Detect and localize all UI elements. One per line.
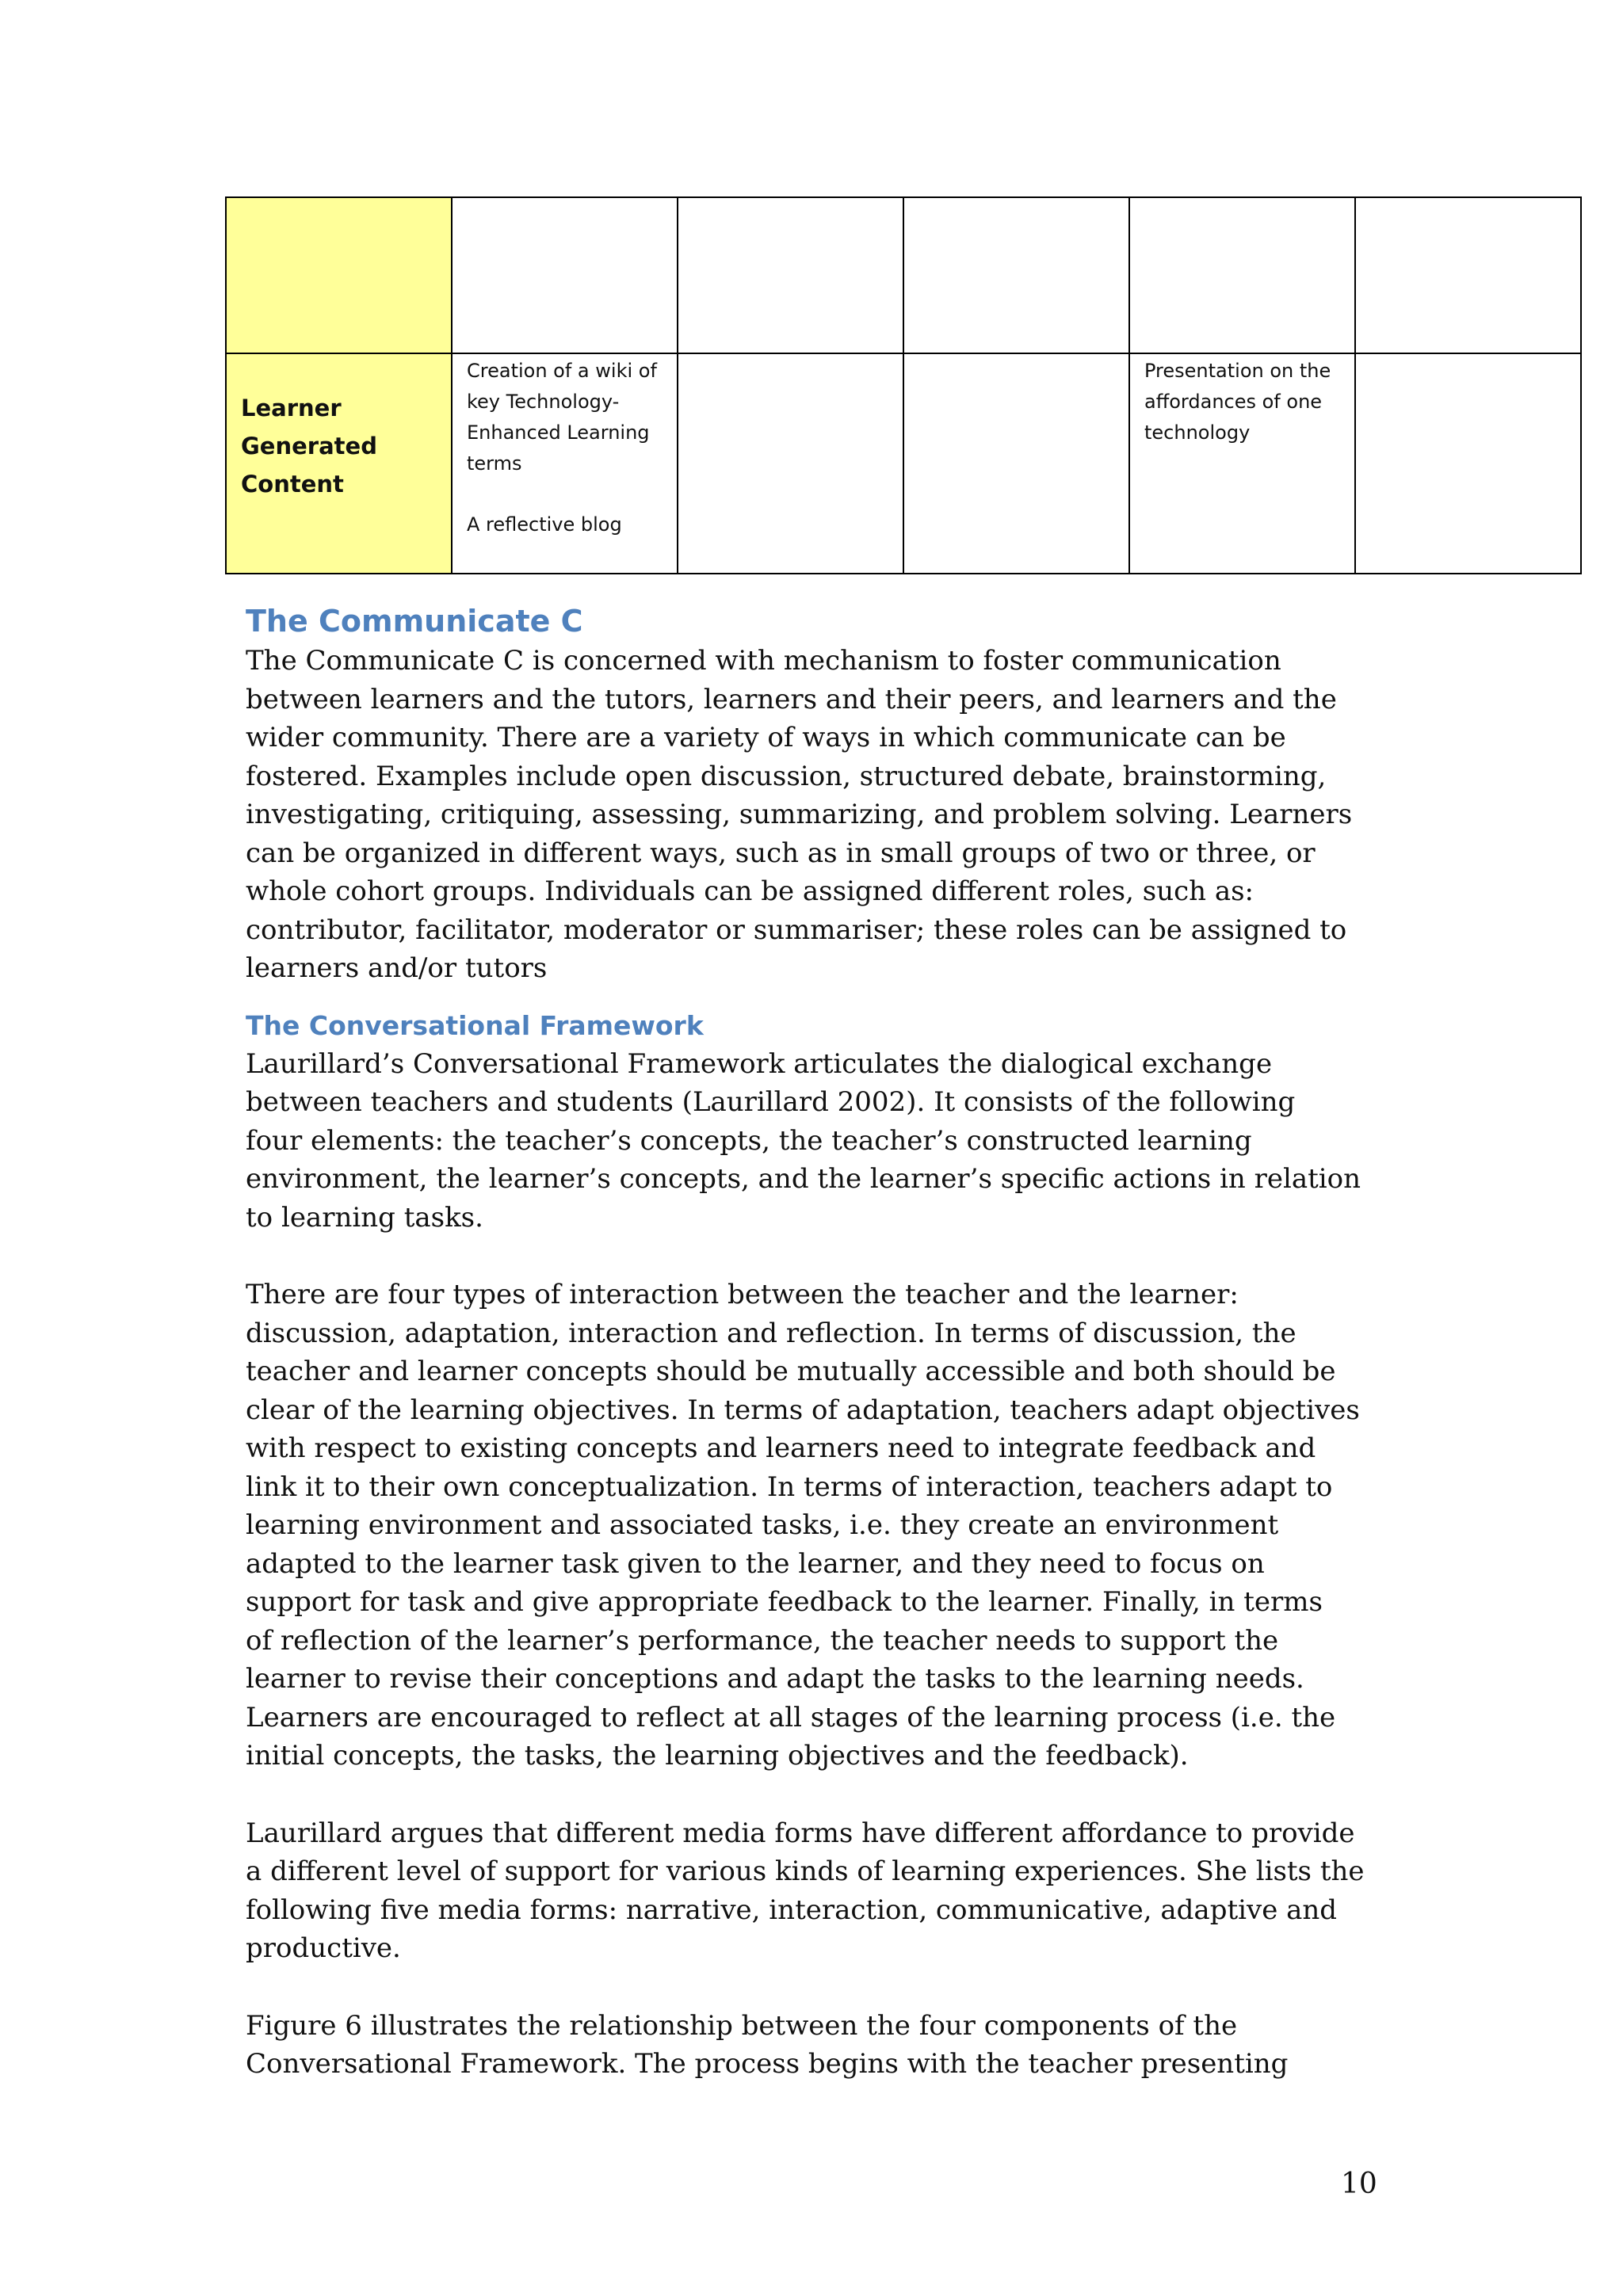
row-header-learner-generated-content: Learner Generated Content	[226, 353, 452, 574]
table-cell	[1355, 197, 1581, 353]
table-row	[226, 353, 1581, 574]
page-number: 10	[1341, 2168, 1377, 2200]
section-heading-conversational-framework: The Conversational Framework	[246, 1009, 704, 1041]
communicate-paragraph: The Communicate C is concerned with mechanism to foster communication between learners and the tutors, learners and their peers, and learners and the wider community. There are a variety of ways in which communicate can be fostered. Examples include open discussion, structured debate, brainstorming, investigating, critiquing, assessing, summarizing, and problem solving. Learners can be organized in different ways, such as in small groups of two or three, or whole cohort groups. Individuals can be assigned different roles, such as: contributor, facilitator, moderator or summariser; these roles can be assigned to learners and/or tutors	[246, 645, 1353, 984]
table-cell-header	[226, 197, 452, 353]
table-cell	[1129, 197, 1355, 353]
table-cell	[678, 353, 903, 574]
section-heading-communicate: The Communicate C	[246, 604, 583, 639]
table-row	[226, 197, 1581, 353]
table-cell	[903, 197, 1129, 353]
table-cell	[903, 353, 1129, 574]
framework-paragraph-3: Laurillard argues that different media forms have different affordance to provide a different level of support for various kinds of learning experiences. She lists the following five media forms: narrative, interaction, communicative, adaptive and productive.	[246, 1817, 1365, 1964]
table-cell-presentation: Presentation on the affordances of one technology	[1129, 353, 1355, 574]
body-content	[246, 601, 1387, 2084]
framework-paragraph-2: There are four types of interaction between the teacher and the learner: discussion, adaptation, interaction and reflection. In terms of discussion, the teacher and learner concepts should be mutually accessible and both should be clear of the learning objectives. In terms of adaptation, teachers adapt objectives with respect to existing concepts and learners need to integrate feedback and link it to their own conceptualization. In terms of interaction, teachers adapt to learning environment and associated tasks, i.e. they create an environment adapted to the learner task given to the learner, and they need to focus on support for task and give appropriate feedback to the learner. Finally, in terms of reflection of the learner’s performance, the teacher needs to support the learner to revise their conceptions and adapt the tasks to the learning needs. Learners are encouraged to reflect at all stages of the learning process (i.e. the initial concepts, the tasks, the learning objectives and the feedback).	[246, 1279, 1360, 1772]
table-cell	[1355, 353, 1581, 574]
activity-table	[225, 196, 1582, 574]
framework-paragraph-4: Figure 6 illustrates the relationship between the four components of the Conversational Framework. The process begins with the teacher presenting	[246, 2009, 1289, 2080]
table-cell	[678, 197, 903, 353]
table-cell-wiki: Creation of a wiki of key Technology- Enhanced Learning terms A reflective blog	[452, 353, 678, 574]
table-cell	[452, 197, 678, 353]
framework-paragraph-1: Laurillard’s Conversational Framework articulates the dialogical exchange between teachers and students (Laurillard 2002). It consists of the following four elements: the teacher’s concepts, the teacher’s constructed learning environment, the learner’s concepts, and the learner’s specific actions in relation to learning tasks.	[246, 1047, 1361, 1234]
